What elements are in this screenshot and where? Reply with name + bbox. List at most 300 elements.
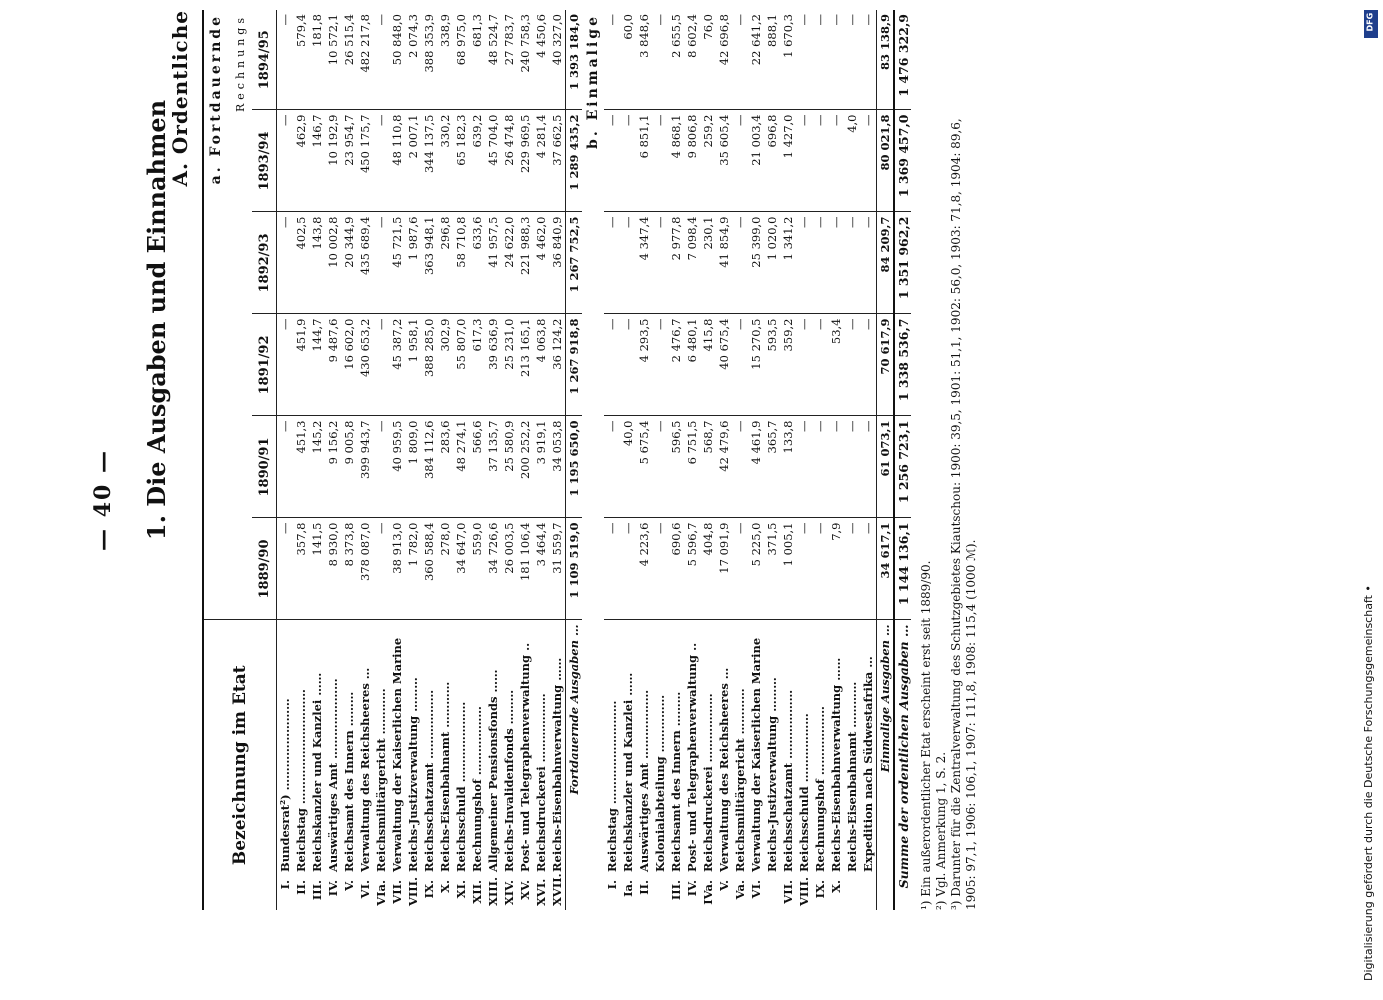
table-row	[668, 10, 684, 910]
value-cell: 34 647,0	[453, 518, 469, 620]
row-number: Va.	[733, 880, 747, 900]
value-cell: 37 135,7	[485, 416, 501, 518]
table-row	[700, 10, 716, 910]
row-number	[764, 876, 780, 910]
value-cell: 25 399,0	[748, 212, 764, 314]
sum-row	[566, 10, 583, 910]
value-cell: 690,6	[668, 518, 684, 620]
row-number: I.	[605, 880, 619, 890]
value-cell: —	[373, 10, 389, 110]
value-cell: 60,0	[620, 10, 636, 110]
value-cell: 378 087,0	[357, 518, 373, 620]
fortdauernde-body	[277, 10, 583, 910]
value-cell: 1 476 322,9	[894, 10, 911, 110]
value-cell: 26 515,4	[341, 10, 357, 110]
row-number: VII.	[390, 880, 404, 904]
value-cell: —	[860, 110, 877, 212]
value-cell: 4 347,4	[636, 212, 652, 314]
row-label: Verwaltung der Kaiserlichen Marine	[749, 637, 763, 872]
sum-row	[877, 10, 895, 910]
table-row	[469, 10, 485, 910]
value-cell: 4 450,6	[533, 10, 549, 110]
value-cell: 482 217,8	[357, 10, 373, 110]
value-cell: —	[812, 416, 828, 518]
row-number: IV.	[685, 880, 699, 897]
value-cell: 633,6	[469, 212, 485, 314]
row-label: Reichsschatzamt ………………	[422, 689, 436, 872]
value-cell: 45 387,2	[389, 314, 405, 416]
row-label: Reichsschatzamt ………………	[781, 689, 795, 872]
value-cell: 696,8	[764, 110, 780, 212]
table-row	[501, 10, 517, 910]
value-cell: 21 003,4	[748, 110, 764, 212]
value-cell: 42 479,6	[716, 416, 732, 518]
value-cell: —	[277, 518, 294, 620]
value-cell: —	[732, 416, 748, 518]
value-cell: 40,0	[620, 416, 636, 518]
page-title: 1. Die Ausgaben und Einnahmen	[142, 99, 171, 541]
footnote: ²) Vgl. Anmerkung 1, S. 2.	[934, 751, 948, 910]
row-label: Reichsschuld …………………	[454, 701, 468, 872]
value-cell: 681,3	[469, 10, 485, 110]
value-cell: 133,8	[780, 416, 796, 518]
value-cell: 53,4	[828, 314, 844, 416]
value-cell: 38 913,0	[389, 518, 405, 620]
value-cell: 5 225,0	[748, 518, 764, 620]
value-cell: 20 344,9	[341, 212, 357, 314]
year-header: 1889/90	[252, 518, 277, 620]
row-label: Reichs-Eisenbahnverwaltung ……	[550, 657, 564, 872]
value-cell: 37 662,5	[549, 110, 566, 212]
row-number: VIa.	[374, 880, 388, 906]
value-cell: 65 182,3	[453, 110, 469, 212]
dfg-logo: DFG	[1364, 10, 1378, 38]
value-cell: 430 653,2	[357, 314, 373, 416]
value-cell: 4 063,8	[533, 314, 549, 416]
value-cell: 34 617,1	[877, 518, 895, 620]
value-cell: 593,5	[764, 314, 780, 416]
value-cell: —	[844, 212, 860, 314]
value-cell: —	[828, 110, 844, 212]
value-cell: 450 175,7	[357, 110, 373, 212]
value-cell: 39 636,9	[485, 314, 501, 416]
value-cell: 8 373,8	[341, 518, 357, 620]
value-cell: 435 689,4	[357, 212, 373, 314]
value-cell: 41 957,5	[485, 212, 501, 314]
value-cell: 4 293,5	[636, 314, 652, 416]
value-cell: —	[373, 314, 389, 416]
value-cell: 388 353,9	[421, 10, 437, 110]
row-label: Reichskanzler und Kanzlei ……	[310, 672, 324, 872]
value-cell: —	[277, 416, 294, 518]
year-header: 1890/91	[252, 416, 277, 518]
value-cell: 80 021,8	[877, 110, 895, 212]
row-label: Verwaltung des Reichsheeres …	[358, 667, 372, 872]
value-cell: 35 605,4	[716, 110, 732, 212]
page-number: — 40 —	[90, 449, 116, 551]
dfg-sidebar	[1360, 6, 1378, 994]
value-cell: 596,5	[668, 416, 684, 518]
value-cell: 344 137,5	[421, 110, 437, 212]
row-number	[844, 876, 860, 910]
value-cell: 22 641,2	[748, 10, 764, 110]
row-number	[860, 876, 877, 910]
table-row	[764, 10, 780, 910]
value-cell: —	[652, 518, 668, 620]
table-row	[620, 10, 636, 910]
value-cell: 1 020,0	[764, 212, 780, 314]
table-row	[373, 10, 389, 910]
table-row	[325, 10, 341, 910]
value-cell: 1 987,6	[405, 212, 421, 314]
value-cell: 15 270,5	[748, 314, 764, 416]
rechnungs-heading: Rechnungs	[228, 10, 252, 620]
value-cell: 230,1	[700, 212, 716, 314]
value-cell: 302,9	[437, 314, 453, 416]
value-cell: 8 930,0	[325, 518, 341, 620]
value-cell: 4 868,1	[668, 110, 684, 212]
value-cell: —	[860, 518, 877, 620]
value-cell: 34 726,6	[485, 518, 501, 620]
row-number: XIV.	[502, 880, 516, 906]
year-header: 1892/93	[252, 212, 277, 314]
table-row	[828, 10, 844, 910]
value-cell: 365,7	[764, 416, 780, 518]
table-row	[860, 10, 877, 910]
value-cell: —	[732, 518, 748, 620]
row-number: XI.	[454, 880, 468, 899]
value-cell: 48 110,8	[389, 110, 405, 212]
value-cell: 36 840,9	[549, 212, 566, 314]
value-cell: —	[604, 10, 620, 110]
value-cell: —	[373, 518, 389, 620]
value-cell: 1 289 435,2	[566, 110, 583, 212]
value-cell: 181 106,4	[517, 518, 533, 620]
value-cell: 559,0	[469, 518, 485, 620]
value-cell: 4 223,6	[636, 518, 652, 620]
row-label: Reichsdruckerei ………………	[701, 693, 715, 872]
value-cell: —	[812, 518, 828, 620]
value-cell: 200 252,2	[517, 416, 533, 518]
value-cell: 415,8	[700, 314, 716, 416]
value-cell: 1 267 918,8	[566, 314, 583, 416]
value-cell: —	[796, 416, 812, 518]
table-row	[684, 10, 700, 910]
value-cell: 359,2	[780, 314, 796, 416]
value-cell: —	[604, 518, 620, 620]
value-cell: —	[844, 10, 860, 110]
value-cell: 1 005,1	[780, 518, 796, 620]
value-cell: 41 854,9	[716, 212, 732, 314]
row-number: IX.	[813, 880, 827, 899]
table-row	[636, 10, 652, 910]
row-number: IVa.	[701, 880, 715, 905]
value-cell: —	[860, 416, 877, 518]
row-label: Rechnungshof ………………	[813, 706, 827, 872]
table-row	[780, 10, 796, 910]
year-header: 1891/92	[252, 314, 277, 416]
table-row	[485, 10, 501, 910]
value-cell: —	[860, 314, 877, 416]
value-cell: 16 602,0	[341, 314, 357, 416]
value-cell: 48 274,1	[453, 416, 469, 518]
value-cell: 4 462,0	[533, 212, 549, 314]
table-row	[309, 10, 325, 910]
row-label: Reichsmilitärgericht …………	[374, 688, 388, 872]
table-row	[812, 10, 828, 910]
value-cell: 3 919,1	[533, 416, 549, 518]
table-row	[437, 10, 453, 910]
row-number: I.	[278, 880, 292, 890]
value-cell: 384 112,6	[421, 416, 437, 518]
expenditure-table	[204, 10, 911, 910]
row-number: X.	[438, 880, 452, 893]
value-cell: 399 943,7	[357, 416, 373, 518]
table-row	[796, 10, 812, 910]
value-cell: 1 109 519,0	[566, 518, 583, 620]
page-subtitle: A. Ordentliche	[168, 10, 192, 187]
row-number	[652, 876, 668, 910]
value-cell: 617,3	[469, 314, 485, 416]
table-row	[293, 10, 309, 910]
table-row	[341, 10, 357, 910]
row-label: Post- und Telegraphenverwaltung ..	[685, 642, 699, 872]
row-number: II.	[294, 880, 308, 895]
section-a-heading: a. Fortdauernde	[204, 10, 228, 620]
value-cell: 9 005,8	[341, 416, 357, 518]
value-cell: —	[277, 110, 294, 212]
value-cell: 6 480,1	[684, 314, 700, 416]
value-cell: 566,6	[469, 416, 485, 518]
value-cell: —	[732, 10, 748, 110]
value-cell: 229 969,5	[517, 110, 533, 212]
value-cell: 1 256 723,1	[894, 416, 911, 518]
value-cell: —	[844, 518, 860, 620]
value-cell: 1 782,0	[405, 518, 421, 620]
value-cell: 388 285,0	[421, 314, 437, 416]
value-cell: —	[277, 314, 294, 416]
value-cell: 70 617,9	[877, 314, 895, 416]
value-cell: —	[860, 212, 877, 314]
row-label: Verwaltung des Reichsheeres …	[717, 667, 731, 872]
row-number: XVI.	[534, 878, 548, 906]
value-cell: —	[828, 10, 844, 110]
value-cell: 25 231,0	[501, 314, 517, 416]
row-number: IX.	[422, 880, 436, 899]
table-row	[421, 10, 437, 910]
value-cell: —	[604, 314, 620, 416]
value-cell: 58 710,8	[453, 212, 469, 314]
table-row	[748, 10, 764, 910]
row-label: Reichs-Eisenbahnamt …………	[845, 681, 859, 872]
row-number: II.	[637, 880, 651, 895]
row-number: XV.	[518, 880, 532, 900]
value-cell: 338,9	[437, 10, 453, 110]
table-row	[357, 10, 373, 910]
row-number: IV.	[326, 880, 340, 897]
value-cell: 7 098,4	[684, 212, 700, 314]
row-label: Reichs-Invalidenfonds ………	[502, 689, 516, 872]
value-cell: 25 580,9	[501, 416, 517, 518]
value-cell: —	[652, 10, 668, 110]
value-cell: 48 524,7	[485, 10, 501, 110]
value-cell: 40 327,0	[549, 10, 566, 110]
row-label: Reichs-Eisenbahnamt …………	[438, 681, 452, 872]
table-row	[549, 10, 566, 910]
row-label: Reichs-Eisenbahnverwaltung ……	[829, 657, 843, 872]
value-cell: 296,8	[437, 212, 453, 314]
row-label: Expedition nach Südwestafrika …	[861, 656, 875, 872]
value-cell: 360 588,4	[421, 518, 437, 620]
value-cell: 1 427,0	[780, 110, 796, 212]
value-cell: 10 002,8	[325, 212, 341, 314]
row-number: III.	[310, 880, 324, 901]
table-row	[716, 10, 732, 910]
value-cell: —	[796, 518, 812, 620]
value-cell: 888,1	[764, 10, 780, 110]
value-cell: 404,8	[700, 518, 716, 620]
row-label: Reichs-Justizverwaltung ………	[406, 677, 420, 872]
table-row	[732, 10, 748, 910]
row-label: Kolonialabteilung ……………	[653, 694, 667, 872]
value-cell: 240 758,3	[517, 10, 533, 110]
value-cell: 83 138,9	[877, 10, 895, 110]
row-number: III.	[669, 880, 683, 901]
row-label: Auswärtiges Amt …………………	[326, 678, 340, 872]
header-label: Bezeichnung im Etat	[204, 620, 277, 910]
row-label: Bundesrat²) ……………………	[278, 698, 292, 872]
value-cell: 36 124,2	[549, 314, 566, 416]
row-label: Reichskanzler und Kanzlei ……	[621, 672, 635, 872]
value-cell: 2 476,7	[668, 314, 684, 416]
value-cell: —	[604, 110, 620, 212]
value-cell: —	[844, 314, 860, 416]
value-cell: 61 073,1	[877, 416, 895, 518]
value-cell: 17 091,9	[716, 518, 732, 620]
value-cell: 2 977,8	[668, 212, 684, 314]
row-number: VI.	[358, 880, 372, 899]
value-cell: 371,5	[764, 518, 780, 620]
value-cell: 40 959,5	[389, 416, 405, 518]
value-cell: 221 988,3	[517, 212, 533, 314]
value-cell: 84 209,7	[877, 212, 895, 314]
sum-label: Einmalige Ausgaben …	[877, 620, 895, 910]
value-cell: —	[277, 212, 294, 314]
row-number: XII.	[470, 880, 484, 904]
footnote: ¹) Ein außerordentlicher Etat erscheint erst seit 1889/90.	[919, 560, 933, 910]
value-cell: 4 281,4	[533, 110, 549, 212]
value-cell: 1 351 962,2	[894, 212, 911, 314]
row-label: Reichs-Justizverwaltung ………	[765, 677, 779, 872]
value-cell: 7,9	[828, 518, 844, 620]
row-label: Reichsamt des Innern ………	[669, 691, 683, 872]
footnote: ³) Darunter für die Zentralverwaltung des Schutzgebietes Kiautschou: 1900: 39,5, 1901: 51,1, 1902: 56,0, 1903: 71,8, 1904: 89,6,	[949, 118, 963, 910]
row-label: Reichstag …………………………	[294, 689, 308, 872]
value-cell: 4 461,9	[748, 416, 764, 518]
value-cell: —	[828, 212, 844, 314]
value-cell: 50 848,0	[389, 10, 405, 110]
value-cell: 42 696,8	[716, 10, 732, 110]
value-cell: 181,8	[309, 10, 325, 110]
value-cell: 402,5	[293, 212, 309, 314]
value-cell: 45 721,5	[389, 212, 405, 314]
value-cell: 1 195 650,0	[566, 416, 583, 518]
row-number: V.	[342, 880, 356, 891]
value-cell: —	[732, 314, 748, 416]
value-cell: 213 165,1	[517, 314, 533, 416]
row-label: Reichsamt des Innern ………	[342, 691, 356, 872]
value-cell: 579,4	[293, 10, 309, 110]
value-cell: 568,7	[700, 416, 716, 518]
value-cell: 1 338 536,7	[894, 314, 911, 416]
table-row	[844, 10, 860, 910]
value-cell: 40 675,4	[716, 314, 732, 416]
value-cell: 9 487,6	[325, 314, 341, 416]
value-cell: —	[732, 212, 748, 314]
table-row	[405, 10, 421, 910]
row-number: V.	[717, 880, 731, 891]
value-cell: 363 948,1	[421, 212, 437, 314]
value-cell: 9 806,8	[684, 110, 700, 212]
value-cell: 1 958,1	[405, 314, 421, 416]
value-cell: 1 670,3	[780, 10, 796, 110]
value-cell: 1 393 184,0	[566, 10, 583, 110]
table-wrapper	[204, 10, 911, 910]
value-cell: 357,8	[293, 518, 309, 620]
value-cell: 26 474,8	[501, 110, 517, 212]
value-cell: 10 572,1	[325, 10, 341, 110]
value-cell: —	[796, 212, 812, 314]
value-cell: —	[604, 416, 620, 518]
value-cell: 278,0	[437, 518, 453, 620]
sum-label: Summe der ordentlichen Ausgaben …	[894, 620, 911, 910]
dfg-credit: Digitalisierung gefördert durch die Deutsche Forschungsgemeinschaft •	[1362, 585, 1375, 981]
value-cell: 55 807,0	[453, 314, 469, 416]
value-cell: 8 602,4	[684, 10, 700, 110]
value-cell: —	[796, 110, 812, 212]
row-label: Verwaltung der Kaiserlichen Marine	[390, 637, 404, 872]
einmalige-body	[604, 10, 911, 910]
value-cell: —	[652, 314, 668, 416]
value-cell: —	[844, 416, 860, 518]
value-cell: 259,2	[700, 110, 716, 212]
row-label: Rechnungshof ………………	[470, 706, 484, 872]
value-cell: 34 053,8	[549, 416, 566, 518]
row-number: VIII.	[406, 876, 420, 906]
value-cell: 145,2	[309, 416, 325, 518]
row-label: Reichstag ………………………	[605, 700, 619, 872]
value-cell: 141,5	[309, 518, 325, 620]
row-label: Auswärtiges Amt ………………	[637, 689, 651, 872]
value-cell: 6 851,1	[636, 110, 652, 212]
value-cell: 2 074,3	[405, 10, 421, 110]
row-label: Post- und Telegraphenverwaltung ..	[518, 642, 532, 872]
value-cell: —	[796, 10, 812, 110]
value-cell: 26 003,5	[501, 518, 517, 620]
value-cell: 76,0	[700, 10, 716, 110]
value-cell: —	[732, 110, 748, 212]
table-row	[389, 10, 405, 910]
row-number: X.	[829, 880, 843, 893]
sum-row	[894, 10, 911, 910]
value-cell: 143,8	[309, 212, 325, 314]
year-header: 1894/95	[252, 10, 277, 110]
table-row	[533, 10, 549, 910]
row-number: XVII.	[550, 873, 564, 906]
value-cell: —	[812, 314, 828, 416]
value-cell: 1 144 136,1	[894, 518, 911, 620]
value-cell: 27 783,7	[501, 10, 517, 110]
